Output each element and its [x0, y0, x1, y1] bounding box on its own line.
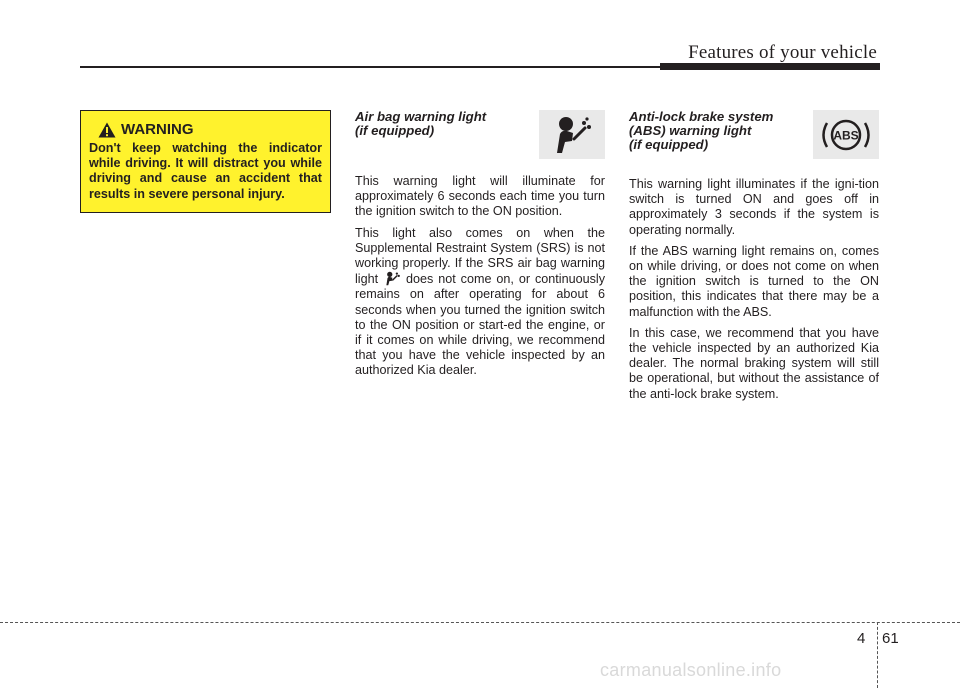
- airbag-paragraph-2-part-1: This light also comes on when the Supplemental Restraint System (SRS) is not working properly. If the SRS air bag warning light: [355, 225, 605, 287]
- page-header-title: Features of your vehicle: [688, 42, 877, 63]
- airbag-title-line1: Air bag warning light: [355, 109, 487, 124]
- airbag-paragraph-2-part-2: does not come on, or continuously remains on after operating for about 6 seconds when you turned the ignition switch to the ON position or start-ed the engine, or if it comes on while driving, we recommend that you have the vehicle inspected by an authorized Kia dealer.: [355, 272, 605, 378]
- watermark: carmanualsonline.info: [600, 660, 782, 680]
- warning-box: [80, 110, 331, 213]
- footer-rule: [0, 622, 960, 623]
- airbag-title-line2: (if equipped): [355, 123, 435, 138]
- abs-title-line1: Anti-lock brake system: [629, 109, 774, 124]
- abs-section-header: [629, 110, 879, 159]
- abs-section: [629, 110, 879, 408]
- airbag-section-title: [355, 110, 486, 138]
- header-rule-thick: [660, 63, 880, 70]
- abs-title-line2: (ABS) warning light: [629, 123, 752, 138]
- airbag-warning-icon: [551, 115, 593, 155]
- page-section-number: 4: [857, 630, 866, 647]
- abs-warning-icon: [818, 115, 874, 155]
- page-number: 61: [882, 630, 899, 647]
- airbag-icon-box: [539, 110, 605, 159]
- abs-icon-label: ABS: [833, 128, 859, 142]
- abs-section-title: [629, 110, 773, 152]
- warning-text: Don't keep watching the indicator while driving. It will distract you while driving and cause an accident that results in severe personal injury.: [89, 141, 322, 201]
- abs-paragraph-1: This warning light illuminates if the igni-tion switch is turned ON and goes off in approximately 3 seconds if the system is operating normally.: [629, 177, 879, 237]
- warning-header: [98, 121, 322, 138]
- airbag-section-header: [355, 110, 605, 159]
- airbag-inline-icon: [384, 271, 400, 286]
- airbag-section: [355, 110, 605, 385]
- abs-paragraph-3: In this case, we recommend that you have the vehicle inspected by an authorized Kia dealer. The normal braking system will still be operational, but without the assistance of the anti-lock brake system.: [629, 325, 879, 401]
- warning-triangle-icon: [98, 122, 116, 138]
- abs-icon-box: [813, 110, 879, 159]
- airbag-paragraph-1: This warning light will illuminate for approximately 6 seconds each time you turn the ignition switch to the ON position.: [355, 174, 605, 219]
- warning-title: WARNING: [121, 121, 194, 138]
- abs-paragraph-2: If the ABS warning light remains on, comes on while driving, or does not come on when the ignition switch is turned to the ON position, this indicates that there may be a malfunction with the ABS.: [629, 243, 879, 319]
- airbag-paragraph-2: [355, 226, 605, 379]
- abs-title-line3: (if equipped): [629, 137, 709, 152]
- footer-divider: [877, 622, 878, 688]
